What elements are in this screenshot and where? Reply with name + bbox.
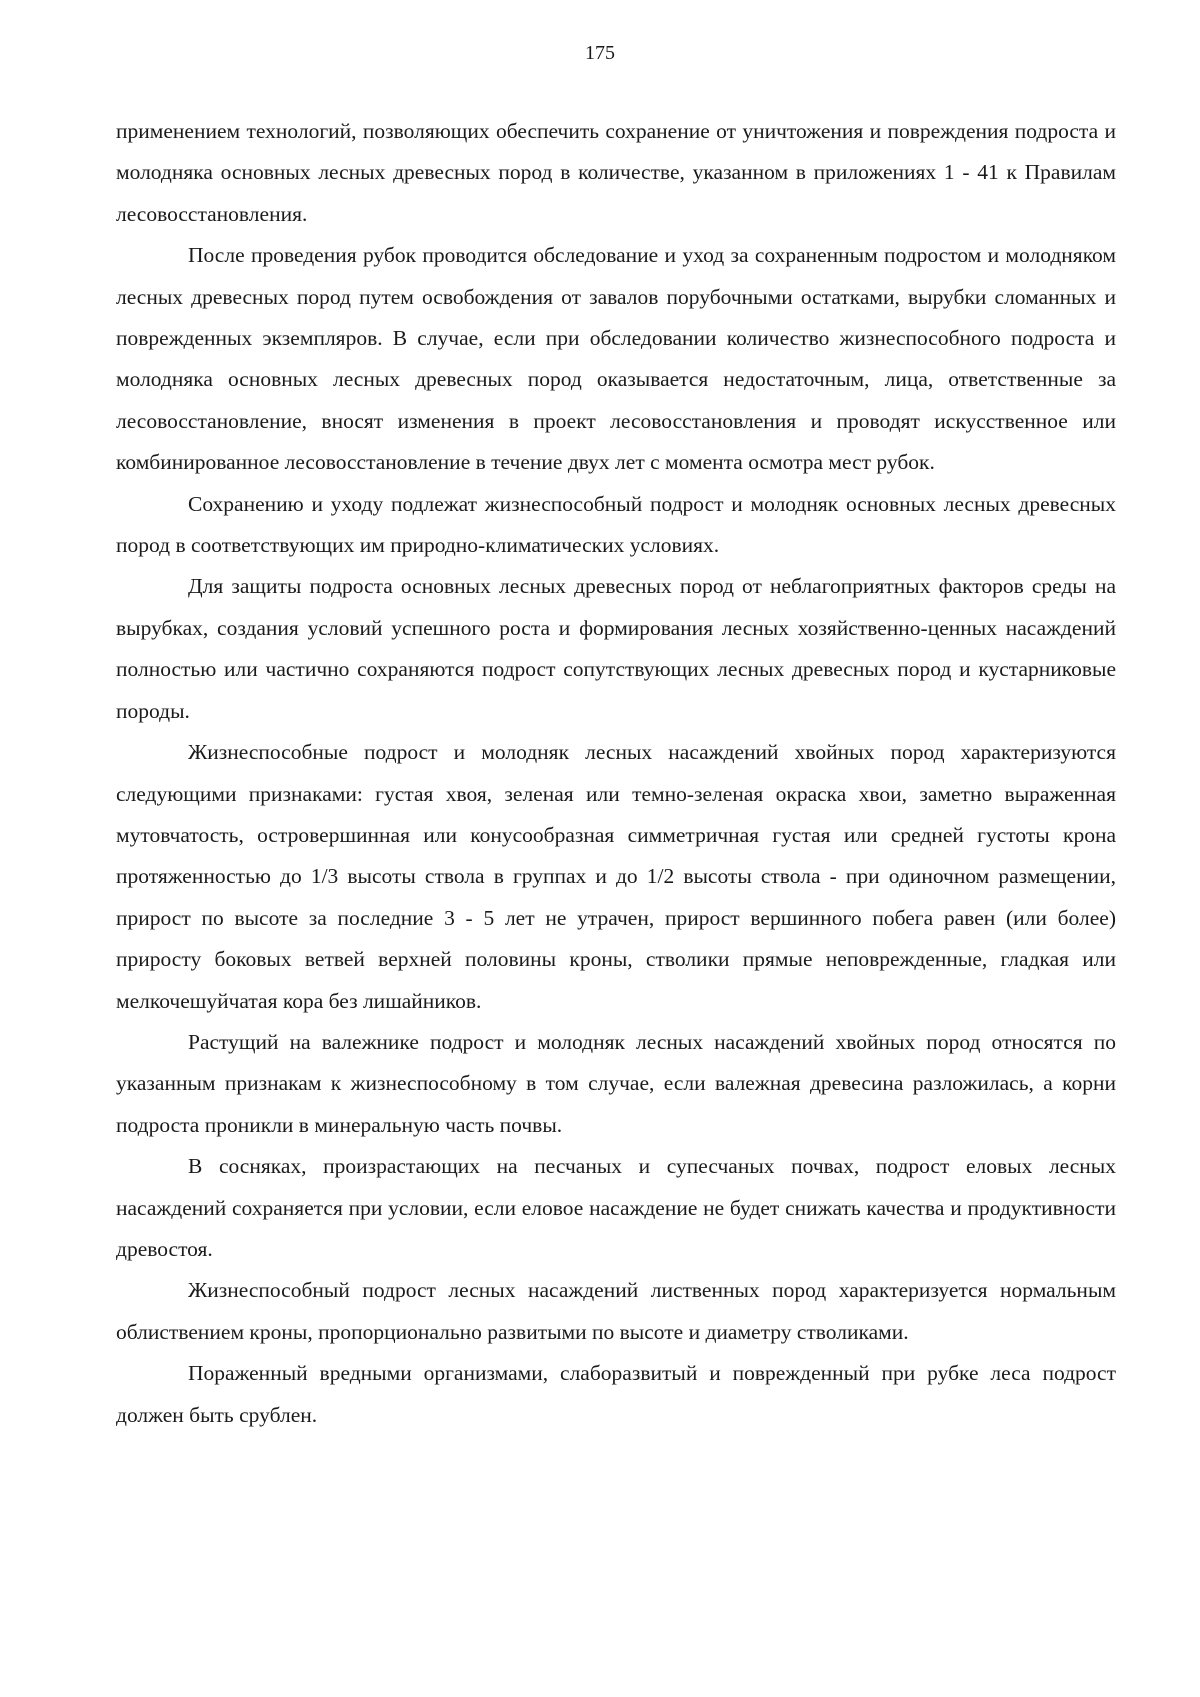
paragraph-1: применением технологий, позволяющих обеспечить сохранение от уничтожения и повреждения подроста и молодняка основных лесных древесных пород в количестве, указанном в приложениях 1 - 41 к Правилам лесовосстановления. — [116, 119, 1116, 226]
document-body — [116, 111, 1116, 1436]
paragraph-9: Пораженный вредными организмами, слаборазвитый и поврежденный при рубке леса подрост должен быть срублен. — [116, 1361, 1116, 1427]
paragraph-5: Жизнеспособные подрост и молодняк лесных насаждений хвойных пород характеризуются следующими признаками: густая хвоя, зеленая или темно-зеленая окраска хвои, заметно выраженная мутовчатость, островершинная или конусообразная симметричная густая или средней густоты крона протяженностью до 1/3 высоты ствола в группах и до 1/2 высоты ствола - при одиночном размещении, прирост по высоте за последние 3 - 5 лет не утрачен, прирост вершинного побега равен (или более) приросту боковых ветвей верхней половины кроны, стволики прямые неповрежденные, гладкая или мелкочешуйчатая кора без лишайников. — [116, 740, 1116, 1013]
paragraph-4: Для защиты подроста основных лесных древесных пород от неблагоприятных факторов среды на вырубках, создания условий успешного роста и формирования лесных хозяйственно-ценных насаждений полностью или частично сохраняются подрост сопутствующих лесных древесных пород и кустарниковые породы. — [116, 574, 1116, 723]
paragraph-8: Жизнеспособный подрост лесных насаждений лиственных пород характеризуется нормальным облиствением кроны, пропорционально развитыми по высоте и диаметру стволиками. — [116, 1278, 1116, 1344]
paragraph-3: Сохранению и уходу подлежат жизнеспособный подрост и молодняк основных лесных древесных пород в соответствующих им природно-климатических условиях. — [116, 491, 1116, 558]
paragraph-2: После проведения рубок проводится обследование и уход за сохраненным подростом и молодняком лесных древесных пород путем освобождения от завалов порубочными остатками, вырубки сломанных и поврежденных экземпляров. В случае, если при обследовании количество жизнеспособного подроста и молодняка основных лесных древесных пород оказывается недостаточным, лица, ответственные за лесовосстановление, вносят изменения в проект лесовосстановления и проводят искусственное или комбинированное лесовосстановление в течение двух лет с момента осмотра мест рубок. — [116, 243, 1116, 475]
page-number: 175 — [585, 42, 615, 64]
paragraph-7: В сосняках, произрастающих на песчаных и супесчаных почвах, подрост еловых лесных насаждений сохраняется при условии, если еловое насаждение не будет снижать качества и продуктивности древостоя. — [116, 1154, 1116, 1261]
paragraph-6: Растущий на валежнике подрост и молодняк лесных насаждений хвойных пород относятся по указанным признакам к жизнеспособному в том случае, если валежная древесина разложилась, а корни подроста проникли в минеральную часть почвы. — [116, 1029, 1116, 1137]
